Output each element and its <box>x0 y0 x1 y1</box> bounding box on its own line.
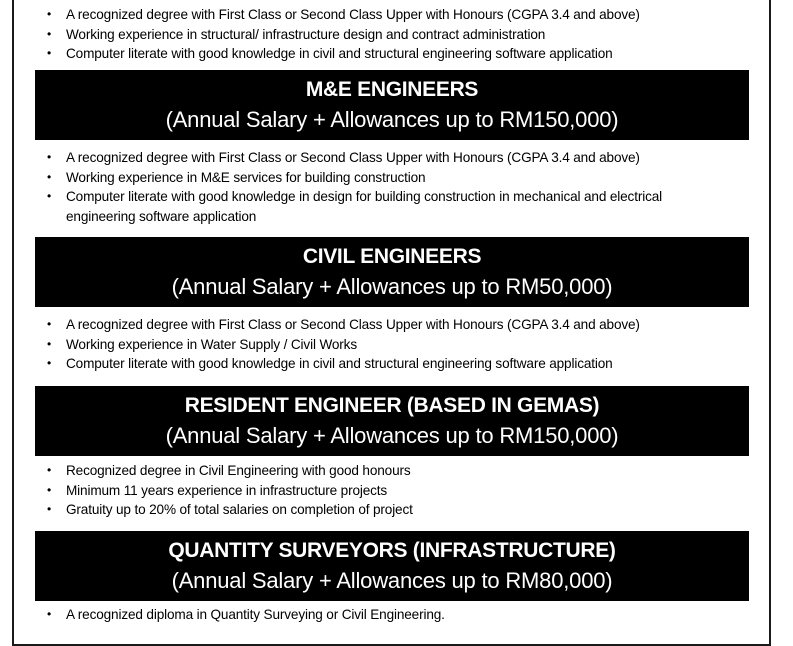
job-title: RESIDENT ENGINEER (BASED IN GEMAS) <box>184 394 600 417</box>
list-item: • Working experience in structural/ infrastructure design and contract administration <box>47 25 747 45</box>
bullet-icon: • <box>47 463 52 477</box>
list-item: • A recognized degree with First Class or Second Class Upper with Honours (CGPA 3.4 and above) <box>47 315 747 335</box>
bullet-icon: • <box>47 46 52 60</box>
job-salary: (Annual Salary + Allowances up to RM150,000) <box>165 107 619 132</box>
bullet-icon: • <box>47 317 52 331</box>
job-title: QUANTITY SURVEYORS (INFRASTRUCTURE) <box>168 539 616 562</box>
job-banner <box>35 70 749 140</box>
bullet-icon: • <box>47 356 52 370</box>
bullet-icon: • <box>47 502 52 516</box>
list-item: • Working experience in Water Supply / Civil Works <box>47 335 747 355</box>
bullet-icon: • <box>47 336 52 351</box>
list-item: • A recognized degree with First Class or Second Class Upper with Honours (CGPA 3.4 and above) <box>47 148 747 168</box>
list-item: • Working experience in M&E services for building construction <box>47 168 747 188</box>
job-salary: (Annual Salary + Allowances up to RM50,000) <box>171 274 613 299</box>
job-title: CIVIL ENGINEERS <box>302 245 482 268</box>
requirements-list <box>47 315 747 374</box>
job-banner <box>35 386 749 456</box>
list-item: • A recognized diploma in Quantity Surveying or Civil Engineering. <box>47 605 747 625</box>
list-item: • Minimum 11 years experience in infrastructure projects <box>47 481 747 501</box>
list-item: • Gratuity up to 20% of total salaries on completion of project <box>47 500 747 520</box>
list-item: • A recognized degree with First Class or Second Class Upper with Honours (CGPA 3.4 and above) <box>47 5 747 25</box>
bullet-icon: • <box>47 482 52 497</box>
list-item: • Computer literate with good knowledge in design for building construction in mechanical and electrical engineering software application <box>47 189 663 224</box>
job-title: M&E ENGINEERS <box>305 78 479 101</box>
requirements-list <box>47 5 747 64</box>
bullet-icon: • <box>47 150 52 164</box>
requirements-list <box>47 605 747 625</box>
bullet-icon: • <box>47 7 52 21</box>
requirements-list <box>47 461 747 520</box>
list-item: • Computer literate with good knowledge in civil and structural engineering software application <box>47 354 747 374</box>
job-banner <box>35 531 749 601</box>
requirements-list <box>47 148 747 226</box>
list-item: • Computer literate with good knowledge in civil and structural engineering software application <box>47 44 747 64</box>
job-banner <box>35 237 749 307</box>
list-item: • Recognized degree in Civil Engineering with good honours <box>47 461 747 481</box>
bullet-icon: • <box>47 607 52 621</box>
bullet-icon: • <box>47 189 52 203</box>
bullet-icon: • <box>47 26 52 41</box>
job-salary: (Annual Salary + Allowances up to RM80,000) <box>171 568 613 593</box>
bullet-icon: • <box>47 169 52 184</box>
job-salary: (Annual Salary + Allowances up to RM150,000) <box>165 423 619 448</box>
